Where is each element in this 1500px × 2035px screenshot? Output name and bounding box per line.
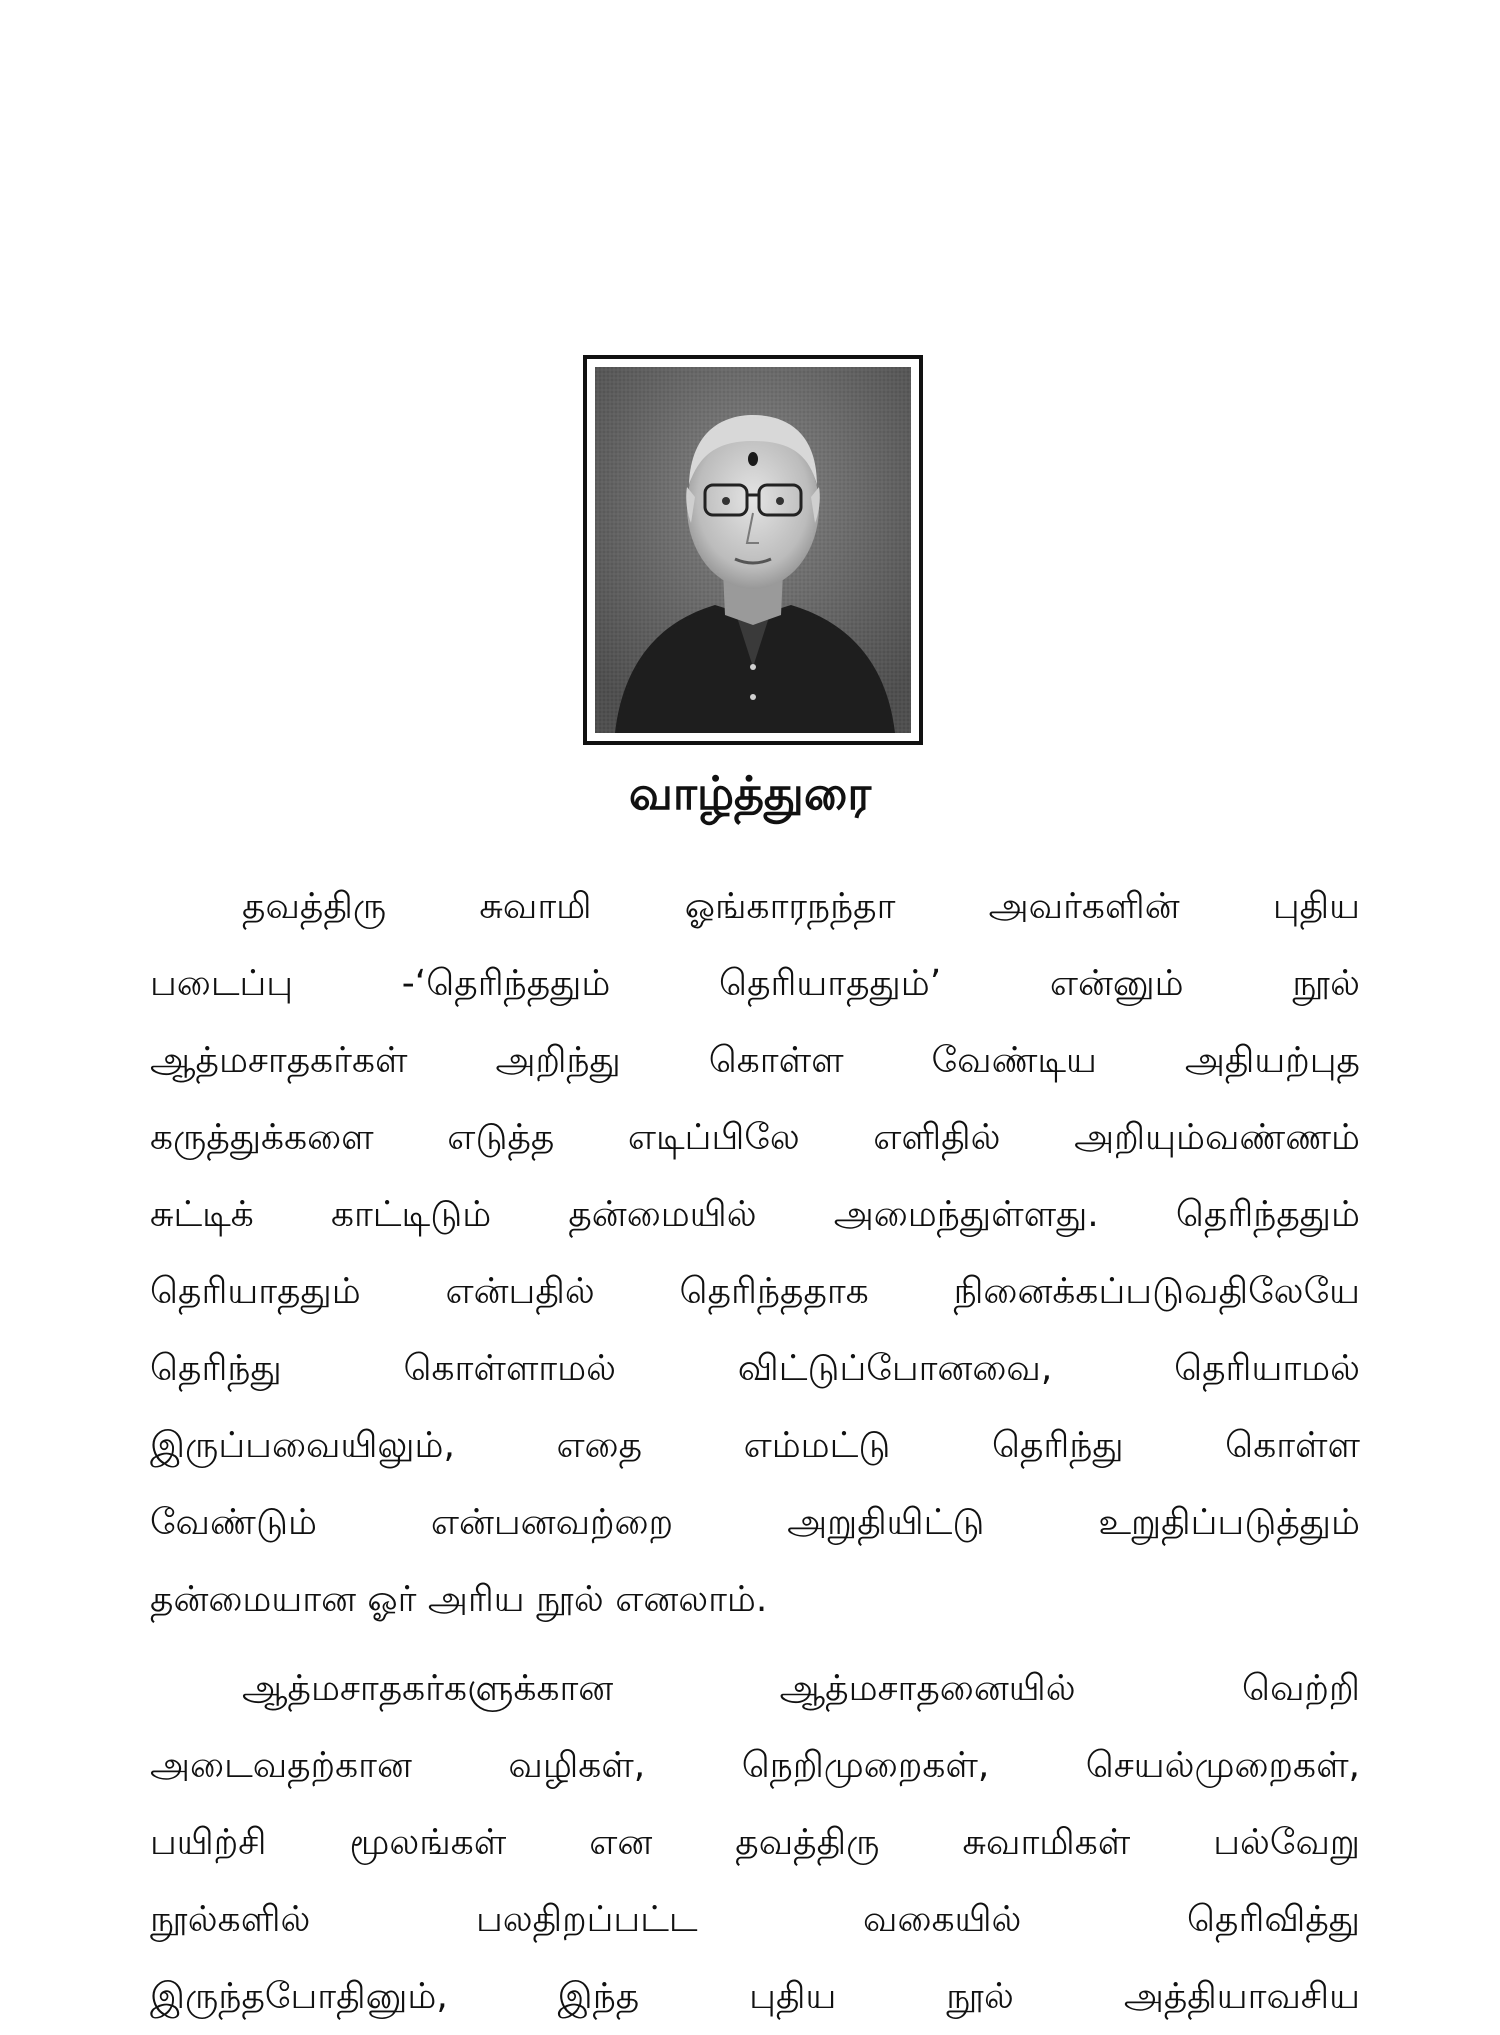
paragraph-line: தவத்திரு சுவாமி ஓங்காரநந்தா அவர்களின் புதிய [242,886,1360,927]
paragraph-line: ஆத்மசாதகர்களுக்கான ஆத்மசாதனையில் வெற்றி [242,1668,1360,1709]
paragraph-line: தன்மையான ஓர் அரிய நூல் எனலாம். [150,1579,768,1620]
paragraph-1 [150,868,1360,1638]
paragraph-line: படைப்பு -‘தெரிந்ததும் தெரியாததும்’ என்னும் நூல் [150,963,1360,1004]
paragraph-line: தெரியாததும் என்பதில் தெரிந்ததாக நினைக்கப்படுவதிலேயே [150,1271,1360,1312]
paragraph-line: நூல்களில் பலதிறப்பட்ட வகையில் தெரிவித்து [150,1899,1360,1940]
paragraph-2 [150,1650,1360,2035]
author-photo-frame [583,355,923,745]
paragraph-line: கருத்துக்களை எடுத்த எடிப்பிலே எளிதில் அறியும்வண்ணம் [150,1117,1360,1158]
paragraph-line: தெரிந்து கொள்ளாமல் விட்டுப்போனவை, தெரியாமல் [150,1348,1360,1389]
paragraph-line: பயிற்சி மூலங்கள் என தவத்திரு சுவாமிகள் பல்வேறு [150,1822,1360,1863]
paragraph-line: வேண்டும் என்பனவற்றை அறுதியிட்டு உறுதிப்படுத்தும் [150,1502,1360,1543]
paragraph-line: இருந்தபோதினும், இந்த புதிய நூல் அத்தியாவசிய [150,1976,1360,2017]
paragraph-line: ஆத்மசாதகர்கள் அறிந்து கொள்ள வேண்டிய அதியற்புத [150,1040,1360,1081]
author-portrait-photo [595,367,911,733]
paragraph-line: அடைவதற்கான வழிகள், நெறிமுறைகள், செயல்முறைகள், [150,1745,1360,1786]
paragraph-line: இருப்பவையிலும், எதை எம்மட்டு தெரிந்து கொள்ள [150,1425,1360,1466]
paragraph-line: சுட்டிக் காட்டிடும் தன்மையில் அமைந்துள்ளது. தெரிந்ததும் [150,1194,1360,1235]
page-heading: வாழ்த்துரை [628,766,872,820]
